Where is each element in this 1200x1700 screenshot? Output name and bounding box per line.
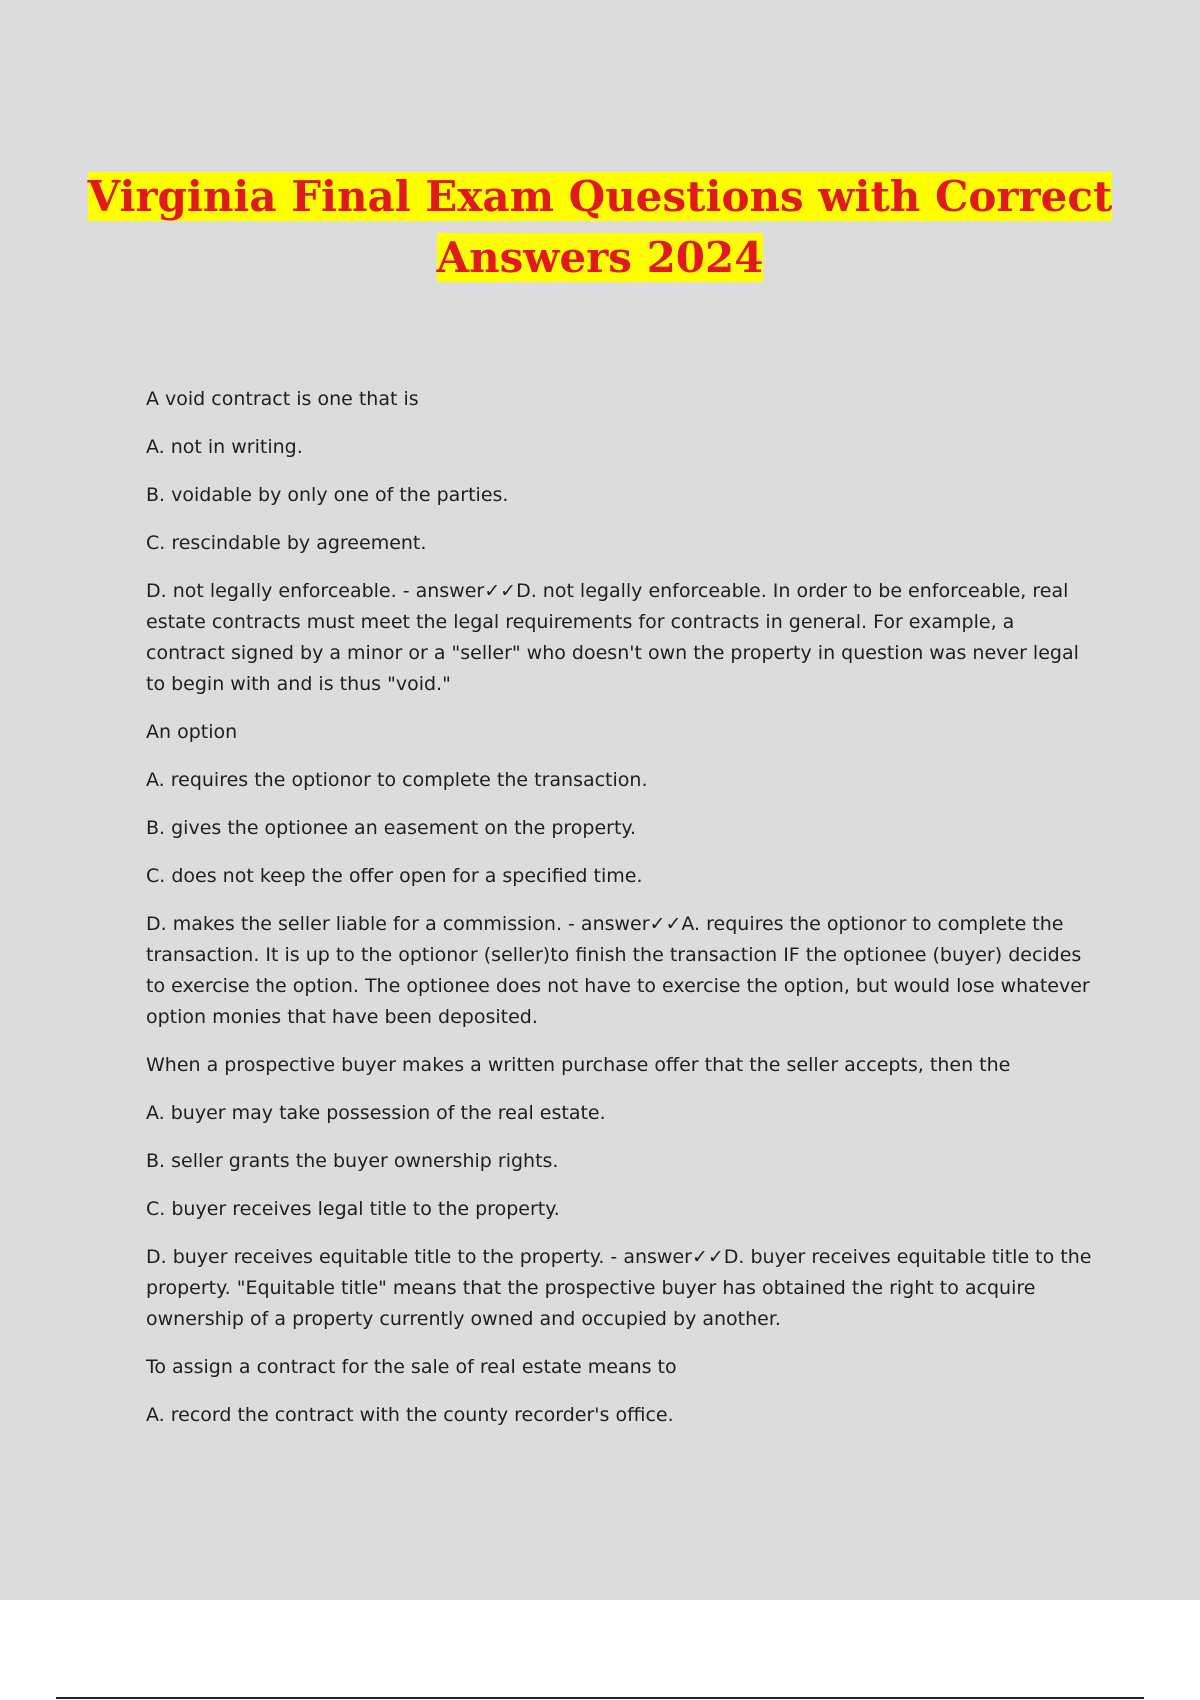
question-2-option-d-answer: D. makes the seller liable for a commission. - answer✓✓A. requires the optionor to complete the transaction. It is up to the optionor (seller)to finish the transaction IF the optionee (buyer) decides to exercise the option. The optionee does not have to exercise the option, but would lose whatever option monies that have been deposited. [146,913,1090,1028]
question-1-option-d-answer: D. not legally enforceable. - answer✓✓D. not legally enforceable. In order to be enforceable, real estate contracts must meet the legal requirements for contracts in general. For example, a contract signed by a minor or a "seller" who doesn't own the property in question was never legal to begin with and is thus "void." [146,580,1079,695]
question-list [146,384,1096,1431]
question-3-prompt: When a prospective buyer makes a written purchase offer that the seller accepts, then the [146,1054,1011,1076]
question-3-option-b: B. seller grants the buyer ownership rights. [146,1150,559,1172]
question-1-option-b: B. voidable by only one of the parties. [146,484,509,506]
question-2-option-c: C. does not keep the offer open for a specified time. [146,865,643,887]
page-bottom-divider [56,1697,1144,1699]
question-3-option-d-answer: D. buyer receives equitable title to the property. - answer✓✓D. buyer receives equitable title to the property. "Equitable title" means that the prospective buyer has obtained the right to acquire ownership of a property currently owned and occupied by another. [146,1246,1092,1330]
question-2-option-b: B. gives the optionee an easement on the property. [146,817,637,839]
question-4-option-a: A. record the contract with the county recorder's office. [146,1404,674,1426]
title-line-1: Virginia Final Exam Questions with Correct [87,172,1113,221]
question-3-option-c: C. buyer receives legal title to the property. [146,1198,560,1220]
question-1-option-a: A. not in writing. [146,436,303,458]
question-3-option-a: A. buyer may take possession of the real estate. [146,1102,606,1124]
title-line-2: Answers 2024 [436,233,764,282]
question-1-option-c: C. rescindable by agreement. [146,532,427,554]
question-2-option-a: A. requires the optionor to complete the transaction. [146,769,648,791]
question-2-prompt: An option [146,721,238,743]
question-4-prompt: To assign a contract for the sale of real estate means to [146,1356,677,1378]
question-1-prompt: A void contract is one that is [146,388,419,410]
document-title [0,166,1200,288]
